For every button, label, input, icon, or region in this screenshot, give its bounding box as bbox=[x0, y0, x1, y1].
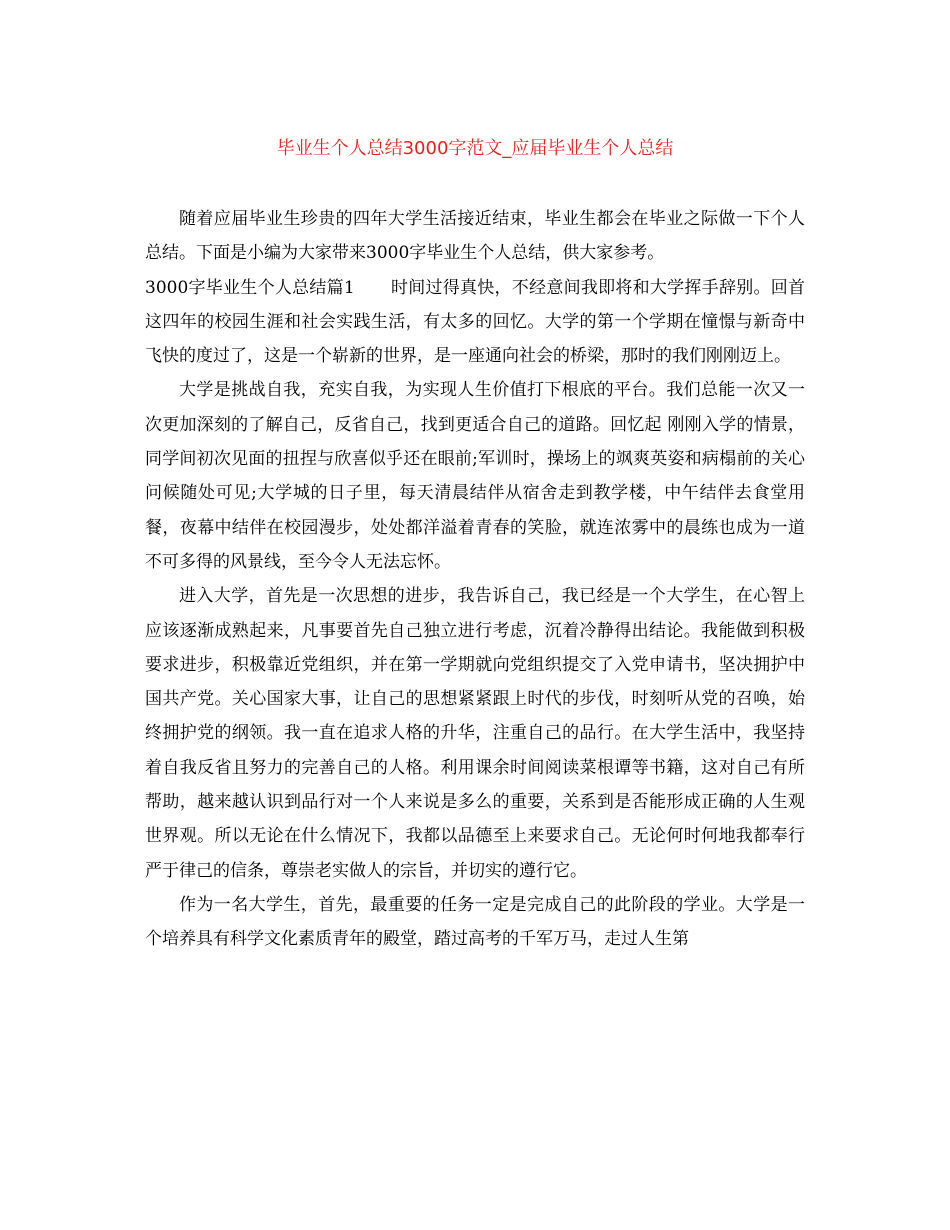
section-first-text: 时间过得真快，不经意间我即将和大学挥手辞别。回首这四年的校园生涯和社会实践生活，有太多的回忆。大学的第一个学期在憧憬与新奇中飞快的度过了，这是一个崭新的世界，是一座通向社会的桥梁，那时的我们刚刚迈上。 bbox=[145, 277, 805, 367]
body-paragraph-1: 大学是挑战自我，充实自我，为实现人生价值打下根底的平台。我们总能一次又一次更加深刻的了解自己，反省自己，找到更适合自己的道路。回忆起 刚刚入学的情景，同学间初次见面的扭捏与欣喜似乎还在眼前;军训时，操场上的飒爽英姿和病榻前的关心 问候随处可见;大学城的日子里，每天清晨结伴从宿舍走到教学楼，中午结伴去食堂用餐，夜幕中结伴在校园漫步，处处都洋溢着青春的笑脸，就连浓雾中的晨练也成为一道不可多得的风景线，至今令人无法忘怀。 bbox=[145, 380, 805, 572]
body-paragraph-3: 作为一名大学生，首先，最重要的任务一定是完成自己的此阶段的学业。大学是一个培养具有科学文化素质青年的殿堂，踏过高考的千军万马，走过人生第 bbox=[145, 894, 805, 950]
intro-paragraph: 随着应届毕业生珍贵的四年大学生活接近结束，毕业生都会在毕业之际做一下个人总结。下面是小编为大家带来3000字毕业生个人总结，供大家参考。 bbox=[145, 209, 805, 264]
section-paragraph bbox=[145, 271, 805, 374]
document-body bbox=[145, 202, 805, 957]
document-title: 毕业生个人总结3000字范文_应届毕业生个人总结 bbox=[276, 138, 674, 159]
section-heading: 3000字毕业生个人总结篇1 bbox=[145, 277, 355, 298]
body-paragraph-2: 进入大学，首先是一次思想的进步，我告诉自己，我已经是一个大学生，在心智上应该逐渐成熟起来，凡事要首先自己独立进行考虑，沉着冷静得出结论。我能做到积极要求进步，积极靠近党组织，并在第一学期就向党组织提交了入党申请书，坚决拥护中国共产党。关心国家大事，让自己的思想紧紧跟上时代的步伐，时刻听从党的召唤，始终拥护党的纲领。我一直在追求人格的升华，注重自己的品行。在大学生活中，我坚持着自我反省且努力的完善自己的人格。利用课余时间阅读菜根谭等书籍，这对自己有所帮助，越来越认识到品行对一个人来说是多么的重要，关系到是否能形成正确的人生观世界观。所以无论在什么情况下，我都以品德至上来要求自己。无论何时何地我都奉行严于律己的信条，尊崇老实做人的宗旨，并切实的遵行它。 bbox=[145, 586, 805, 881]
